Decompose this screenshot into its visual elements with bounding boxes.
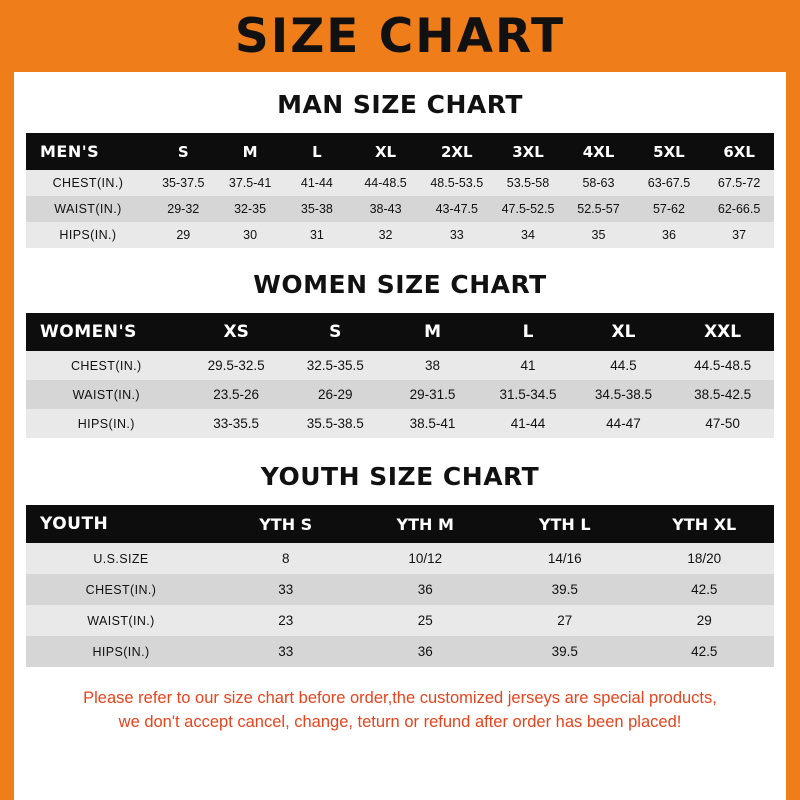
row-label: U.S.SIZE	[93, 551, 149, 566]
table-cell: 67.5-72	[717, 176, 761, 190]
table-cell: 31	[309, 228, 324, 242]
table-cell: 29	[176, 228, 191, 242]
table-cell: 27	[557, 613, 573, 628]
table-cell: 32-35	[234, 202, 267, 216]
man-size-table	[26, 133, 774, 248]
table-cell: 32	[378, 228, 393, 242]
table-cell: 42.5	[691, 644, 718, 659]
column-header: 2XL	[440, 142, 473, 161]
table-cell: 35.5-38.5	[306, 416, 364, 431]
table-cell: 35-37.5	[162, 176, 205, 190]
table-cell: 47-50	[705, 416, 740, 431]
column-header: XL	[374, 142, 397, 161]
column-header: MEN'S	[40, 142, 100, 161]
table-cell: 29	[696, 613, 712, 628]
table-cell: 32.5-35.5	[306, 358, 364, 373]
row-label: WAIST(IN.)	[54, 202, 122, 216]
column-header: 5XL	[653, 142, 685, 161]
row-label: HIPS(IN.)	[92, 644, 150, 659]
table-cell: 38-43	[369, 202, 402, 216]
table-cell: 37.5-41	[228, 176, 272, 190]
man-section-title: MAN SIZE CHART	[277, 90, 523, 119]
table-row	[26, 196, 774, 222]
row-label: HIPS(IN.)	[59, 228, 117, 242]
table-cell: 58-63	[582, 176, 615, 190]
youth-section-title: YOUTH SIZE CHART	[260, 462, 540, 491]
row-label: HIPS(IN.)	[77, 416, 135, 431]
table-cell: 52.5-57	[577, 202, 620, 216]
table-cell: 8	[281, 551, 290, 566]
row-label: CHEST(IN.)	[85, 582, 157, 597]
column-header: YTH XL	[672, 514, 737, 534]
table-cell: 29-31.5	[409, 387, 456, 402]
table-cell: 39.5	[551, 644, 578, 659]
table-cell: 47.5-52.5	[501, 202, 555, 216]
table-cell: 18/20	[687, 551, 722, 566]
table-header-row	[26, 505, 774, 543]
column-header: 6XL	[723, 142, 755, 161]
table-cell: 41-44	[300, 176, 333, 190]
row-label: WAIST(IN.)	[87, 613, 155, 628]
table-cell: 57-62	[652, 202, 685, 216]
women-section-title: WOMEN SIZE CHART	[253, 270, 547, 299]
column-header: L	[312, 142, 322, 161]
table-header-row	[26, 133, 774, 170]
table-cell: 44.5	[610, 358, 637, 373]
table-row	[26, 543, 774, 574]
table-cell: 33	[278, 582, 294, 597]
table-cell: 38.5-42.5	[694, 387, 752, 402]
table-cell: 30	[243, 228, 258, 242]
youth-size-table	[26, 505, 774, 667]
table-cell: 33	[278, 644, 294, 659]
footer-note-line-1: Please refer to our size chart before order,the customized jerseys are special products,	[83, 689, 717, 707]
row-label: WAIST(IN.)	[72, 387, 140, 402]
row-label: CHEST(IN.)	[52, 176, 124, 190]
table-cell: 36	[662, 228, 676, 242]
table-cell: 14/16	[547, 551, 582, 566]
table-cell: 48.5-53.5	[430, 176, 484, 190]
table-row	[26, 222, 774, 248]
column-header: WOMEN'S	[40, 322, 137, 342]
table-cell: 31.5-34.5	[499, 387, 557, 402]
table-cell: 26-29	[317, 387, 353, 402]
table-cell: 23.5-26	[213, 387, 260, 402]
column-header: 3XL	[512, 142, 544, 161]
table-cell: 38.5-41	[409, 416, 456, 431]
table-cell: 44-47	[606, 416, 641, 431]
column-header: S	[329, 322, 342, 342]
banner	[0, 0, 800, 72]
table-cell: 35-38	[300, 202, 333, 216]
column-header: YTH L	[538, 514, 591, 534]
table-row	[26, 170, 774, 196]
column-header: S	[177, 142, 189, 161]
table-row	[26, 351, 774, 380]
column-header: L	[522, 322, 534, 342]
table-cell: 23	[278, 613, 294, 628]
table-cell: 44-48.5	[364, 176, 407, 190]
table-cell: 38	[425, 358, 441, 373]
column-header: XS	[223, 322, 249, 342]
column-header: YTH S	[259, 514, 313, 534]
table-cell: 34.5-38.5	[594, 387, 652, 402]
table-cell: 41	[520, 358, 536, 373]
women-size-table	[26, 313, 774, 438]
table-cell: 29.5-32.5	[207, 358, 265, 373]
page-title: SIZE CHART	[234, 8, 566, 64]
table-cell: 42.5	[691, 582, 718, 597]
table-row	[26, 636, 774, 667]
table-row	[26, 380, 774, 409]
table-cell: 29-32	[167, 202, 200, 216]
table-cell: 34	[521, 228, 535, 242]
table-cell: 62-66.5	[717, 202, 761, 216]
table-cell: 53.5-58	[506, 176, 550, 190]
column-header: XL	[611, 322, 636, 342]
table-cell: 63-67.5	[647, 176, 691, 190]
table-cell: 44.5-48.5	[694, 358, 752, 373]
footer-note	[26, 687, 774, 735]
column-header: XXL	[704, 322, 742, 342]
column-header: M	[424, 322, 441, 342]
table-cell: 35	[591, 228, 606, 242]
table-row	[26, 574, 774, 605]
table-cell: 33	[449, 228, 464, 242]
column-header: M	[242, 142, 258, 161]
table-cell: 36	[417, 582, 433, 597]
table-cell: 43-47.5	[435, 202, 478, 216]
table-cell: 33-35.5	[213, 416, 260, 431]
table-cell: 10/12	[408, 551, 443, 566]
footer-note-line-2: we don't accept cancel, change, teturn or refund after order has been placed!	[118, 712, 682, 731]
table-cell: 41-44	[510, 416, 546, 431]
column-header: 4XL	[582, 142, 615, 161]
column-header: YTH M	[396, 514, 454, 534]
table-row	[26, 409, 774, 438]
table-cell: 39.5	[551, 582, 578, 597]
table-cell: 36	[417, 644, 433, 659]
table-cell: 25	[417, 613, 433, 628]
row-label: CHEST(IN.)	[70, 358, 142, 373]
table-cell: 37	[732, 228, 747, 242]
content	[0, 90, 800, 735]
table-header-row	[26, 313, 774, 351]
table-row	[26, 605, 774, 636]
column-header: YOUTH	[40, 514, 109, 534]
